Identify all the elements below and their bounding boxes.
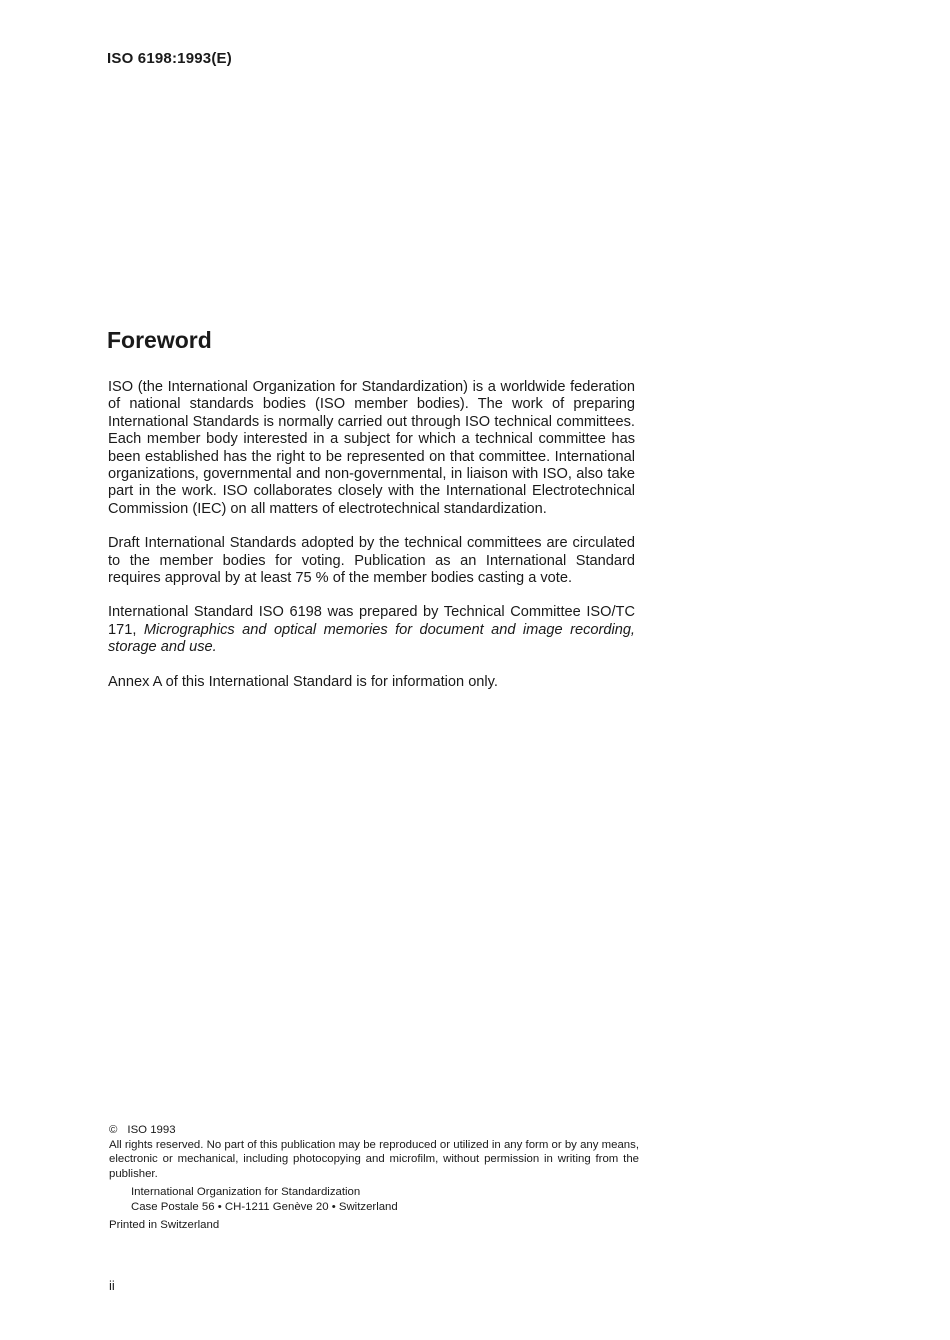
publisher-name: International Organization for Standardization bbox=[131, 1186, 361, 1198]
foreword-paragraph-2: Draft International Standards adopted by the technical committees are circulated to the member bodies for voting. Publication as an International Standard requires approval by at least 75 % of the member bodies casting a vote. bbox=[108, 535, 635, 587]
publisher-postal: Case Postale 56 • CH-1211 Genève 20 • Switzerland bbox=[131, 1200, 398, 1213]
foreword-paragraph-3 bbox=[108, 604, 635, 656]
foreword-body bbox=[108, 379, 635, 708]
document-id: ISO 6198:1993(E) bbox=[107, 50, 232, 67]
committee-title: Micrographics and optical memories for document and image recording, storage and use. bbox=[108, 621, 635, 656]
copyright-line bbox=[109, 1123, 639, 1138]
printed-in: Printed in Switzerland bbox=[109, 1219, 220, 1231]
publisher-address bbox=[131, 1185, 639, 1214]
page-number: ii bbox=[109, 1278, 115, 1293]
rights-notice: All rights reserved. No part of this publication may be reproduced or utilized in any form or by any means, electronic or mechanical, including photocopying and microfilm, without permission in writing from the publisher. bbox=[109, 1138, 639, 1180]
committee-statement: International Standard ISO 6198 was prepared by Technical Committee ISO/TC 171, bbox=[108, 604, 635, 638]
foreword-paragraph-4: Annex A of this International Standard is for information only. bbox=[108, 673, 498, 690]
foreword-paragraph-1: ISO (the International Organization for Standardization) is a worldwide federation of national standards bodies (ISO member bodies). The work of preparing International Standards is normally carried out through ISO technical committees. Each member body interested in a subject for which a technical committee has been established has the right to be represented on that committee. International organizations, governmental and non-governmental, in liaison with ISO, also take part in the work. ISO collaborates closely with the International Electrotechnical Commission (IEC) on all matters of electrotechnical standardization. bbox=[108, 379, 635, 517]
copyright-year: ISO 1993 bbox=[127, 1124, 176, 1136]
copyright-symbol: © bbox=[109, 1124, 118, 1136]
copyright-block bbox=[109, 1123, 639, 1233]
foreword-heading: Foreword bbox=[107, 327, 212, 353]
